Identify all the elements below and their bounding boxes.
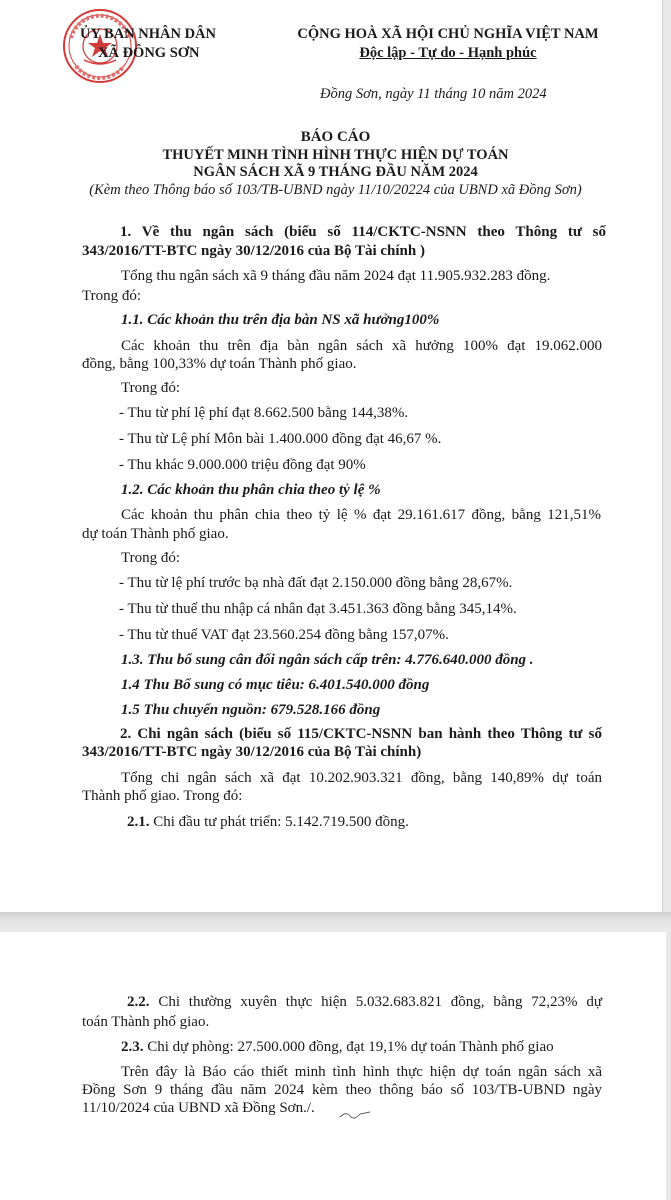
section-2-heading-line2: 343/2016/TT-BTC ngày 30/12/2016 của Bộ Tài chính) <box>82 744 422 760</box>
subsection-1-1-in-which: Trong đó: <box>121 380 181 396</box>
subsection-2-3-number: 2.3. <box>121 1039 144 1055</box>
national-motto: Độc lập - Tự do - Hạnh phúc <box>359 45 537 61</box>
subsection-1-2-in-which: Trong đó: <box>121 550 181 566</box>
subsection-1-1-paragraph-line2: đồng, bằng 100,33% dự toán Thành phố giao. <box>82 356 357 372</box>
issuing-agency-line1: ỦY BAN NHÂN DÂN <box>80 26 217 42</box>
section-1-heading-line2: 343/2016/TT-BTC ngày 30/12/2016 của Bộ Tài chính ) <box>82 243 425 259</box>
subsection-1-2-paragraph-line2: dự toán Thành phố giao. <box>82 526 229 542</box>
list-item: - Thu từ thuế VAT đạt 23.560.254 đồng bằng 157,07%. <box>119 627 449 643</box>
initials-scribble <box>338 1108 372 1122</box>
subsection-1-1-paragraph-line1: Các khoản thu trên địa bàn ngân sách xã hưởng 100% đạt 19.062.000 <box>121 338 602 354</box>
section-2-heading-line1: 2. Chi ngân sách (biểu số 115/CKTC-NSNN ban hành theo Thông tư số <box>120 726 602 742</box>
list-item: - Thu từ phí lệ phí đạt 8.662.500 bằng 144,38%. <box>119 405 409 421</box>
section-1-total-line1: Tổng thu ngân sách xã 9 tháng đầu năm 2024 đạt 11.905.932.283 đồng. <box>121 268 551 284</box>
subsection-2-1-text: Chi đầu tư phát triển: 5.142.719.500 đồng. <box>149 814 409 830</box>
subsection-1-3: 1.3. Thu bổ sung cân đối ngân sách cấp trên: 4.776.640.000 đồng . <box>121 652 534 668</box>
subsection-2-3 <box>121 1039 554 1056</box>
subsection-2-1-number: 2.1. <box>127 814 150 830</box>
document-page-2 <box>0 932 666 1200</box>
section-2-total-line1: Tổng chi ngân sách xã đạt 10.202.903.321 đồng, bằng 140,89% dự toán <box>121 770 602 786</box>
list-item: - Thu từ Lệ phí Môn bài 1.400.000 đồng đạt 46,67 %. <box>119 431 442 447</box>
subsection-1-2-heading: 1.2. Các khoản thu phân chia theo tỷ lệ % <box>121 482 381 498</box>
report-subtitle: (Kèm theo Thông báo số 103/TB-UBND ngày 11/10/20224 của UBND xã Đồng Sơn) <box>89 182 582 198</box>
subsection-2-2-line1 <box>127 994 602 1011</box>
section-1-total-line2: Trong đó: <box>82 288 142 304</box>
closing-line1: Trên đây là Báo cáo thiết minh tình hình thực hiện dự toán ngân sách xã <box>121 1064 602 1080</box>
subsection-1-2-paragraph-line1: Các khoản thu phân chia theo tỷ lệ % đạt 29.161.617 đồng, bằng 121,51% <box>121 507 601 523</box>
list-item: - Thu khác 9.000.000 triệu đồng đạt 90% <box>119 457 366 473</box>
subsection-2-1 <box>127 814 409 831</box>
subsection-1-1-heading: 1.1. Các khoản thu trên địa bàn NS xã hưởng100% <box>121 312 440 328</box>
place-and-date: Đồng Sơn, ngày 11 tháng 10 năm 2024 <box>320 86 547 102</box>
page-separator <box>0 912 671 932</box>
subsection-2-3-text: Chi dự phòng: 27.500.000 đồng, đạt 19,1% dự toán Thành phố giao <box>143 1039 554 1055</box>
document-type: BÁO CÁO <box>300 129 371 145</box>
list-item: - Thu từ thuế thu nhập cá nhân đạt 3.451.363 đồng bằng 345,14%. <box>119 601 517 617</box>
subsection-2-2-line2: toán Thành phố giao. <box>82 1014 210 1030</box>
national-title: CỘNG HOÀ XÃ HỘI CHỦ NGHĨA VIỆT NAM <box>297 26 599 42</box>
section-1-heading-line1: 1. Về thu ngân sách (biểu số 114/CKTC-NSNN theo Thông tư số <box>120 224 606 240</box>
closing-line2: Đồng Sơn 9 tháng đầu năm 2024 kèm theo thông báo số 103/TB-UBND ngày <box>82 1082 602 1098</box>
report-title-line1: THUYẾT MINH TÌNH HÌNH THỰC HIỆN DỰ TOÁN <box>162 147 509 163</box>
list-item: - Thu từ lệ phí trước bạ nhà đất đạt 2.150.000 đồng bằng 28,67%. <box>119 575 513 591</box>
subsection-1-5: 1.5 Thu chuyển nguồn: 679.528.166 đồng <box>121 702 381 718</box>
closing-line3: 11/10/2024 của UBND xã Đồng Sơn./. <box>82 1100 315 1116</box>
section-2-total-line2: Thành phố giao. Trong đó: <box>82 788 243 804</box>
subsection-2-2-number: 2.2. <box>127 994 150 1010</box>
subsection-1-4: 1.4 Thu Bổ sung có mục tiêu: 6.401.540.000 đồng <box>121 677 430 693</box>
report-title-line2: NGÂN SÁCH XÃ 9 THÁNG ĐẦU NĂM 2024 <box>193 164 478 180</box>
issuing-agency-line2: XÃ ĐÔNG SƠN <box>98 45 200 61</box>
subsection-2-2-text: Chi thường xuyên thực hiện 5.032.683.821 đồng, bằng 72,23% dự <box>149 994 602 1010</box>
